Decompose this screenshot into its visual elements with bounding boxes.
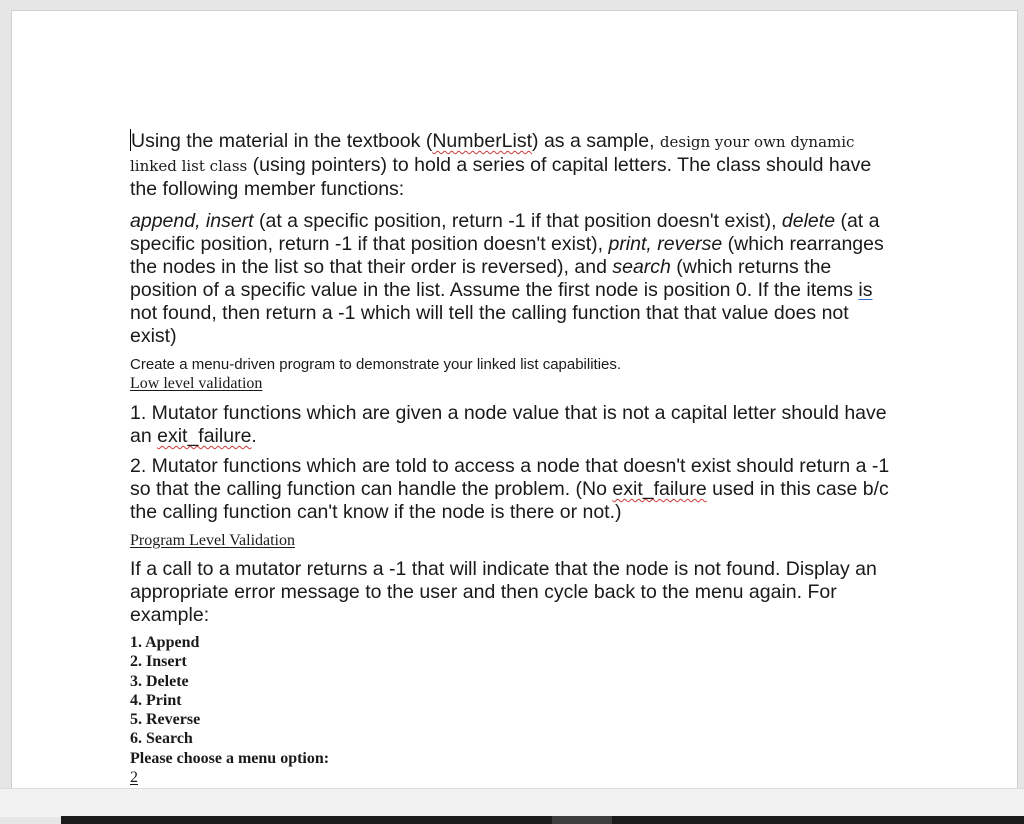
paragraph-menu-driven: Create a menu-driven program to demonstrate your linked list capabilities. <box>130 356 622 373</box>
functions-text-4: (which returns the position of a specific value in the list. Assume the first node is position 0. If the items <box>130 256 859 301</box>
functions-text-3: (which rearranges the nodes in the list so that their order is reversed), and <box>130 233 884 278</box>
functions-text-1: (at a specific position, return -1 if that position doesn't exist), <box>253 210 782 232</box>
menu-line-print: 4. Print <box>130 691 182 709</box>
paragraph-rule-1 <box>130 402 900 448</box>
functions-text-2: (at a specific position, return -1 if that position doesn't exist), <box>130 210 880 255</box>
menu-line-append: 1. Append <box>130 634 200 651</box>
paragraph-functions <box>130 210 900 348</box>
paragraph-example: If a call to a mutator returns a -1 that will indicate that the node is not found. Display an appropriate error message to the user and then cycle back to the menu again. For example: <box>130 558 877 626</box>
rule1-text-1: 1. Mutator functions which are given a node value that is not a capital letter should have an <box>130 402 887 447</box>
rule2-exit-failure: exit_failure <box>612 478 707 500</box>
fn-append-insert: append, insert <box>130 210 254 232</box>
example-menu <box>130 633 900 807</box>
intro-serif-text: design your own dynamic linked list class <box>130 133 855 175</box>
paragraph-intro <box>130 129 900 201</box>
grammar-flag-is: is <box>858 279 873 301</box>
intro-text-3: (using pointers) to hold a series of capital letters. The class should have the following member functions: <box>130 154 872 200</box>
rule2-text-1: 2. Mutator functions which are told to access a node that doesn't exist should return a -1 so that the calling function can handle the problem. (No <box>130 455 890 500</box>
fn-print-reverse: print, reverse <box>608 233 723 255</box>
status-bar <box>0 788 1024 817</box>
taskbar-active-item[interactable] <box>552 816 612 824</box>
menu-line-search: 6. Search <box>130 730 193 748</box>
fn-delete: delete <box>781 210 836 232</box>
rule1-text-2: . <box>251 425 257 447</box>
numberlist-word: NumberList <box>432 130 533 152</box>
menu-line-delete: 3. Delete <box>130 672 189 690</box>
document-page <box>11 10 1018 790</box>
intro-text-2: ) as a sample, <box>532 130 660 152</box>
heading-program-level-validation: Program Level Validation <box>130 532 295 549</box>
intro-text-1: Using the material in the textbook ( <box>131 130 433 152</box>
paragraph-rule-2 <box>130 455 900 524</box>
rule1-exit-failure: exit_failure <box>157 425 252 447</box>
menu-answer: 2 <box>130 769 138 787</box>
menu-prompt: Please choose a menu option: <box>130 749 330 767</box>
document-body[interactable] <box>130 129 900 807</box>
functions-text-5: not found, then return a -1 which will tell the calling function that that value does not exist) <box>130 302 849 347</box>
menu-line-reverse: 5. Reverse <box>130 711 201 729</box>
menu-line-insert: 2. Insert <box>130 653 187 671</box>
taskbar <box>61 816 1024 824</box>
heading-low-level-validation: Low level validation <box>130 375 263 392</box>
rule2-text-2: used in this case b/c the calling function can't know if the node is there or not.) <box>130 478 889 523</box>
fn-search: search <box>612 256 671 278</box>
